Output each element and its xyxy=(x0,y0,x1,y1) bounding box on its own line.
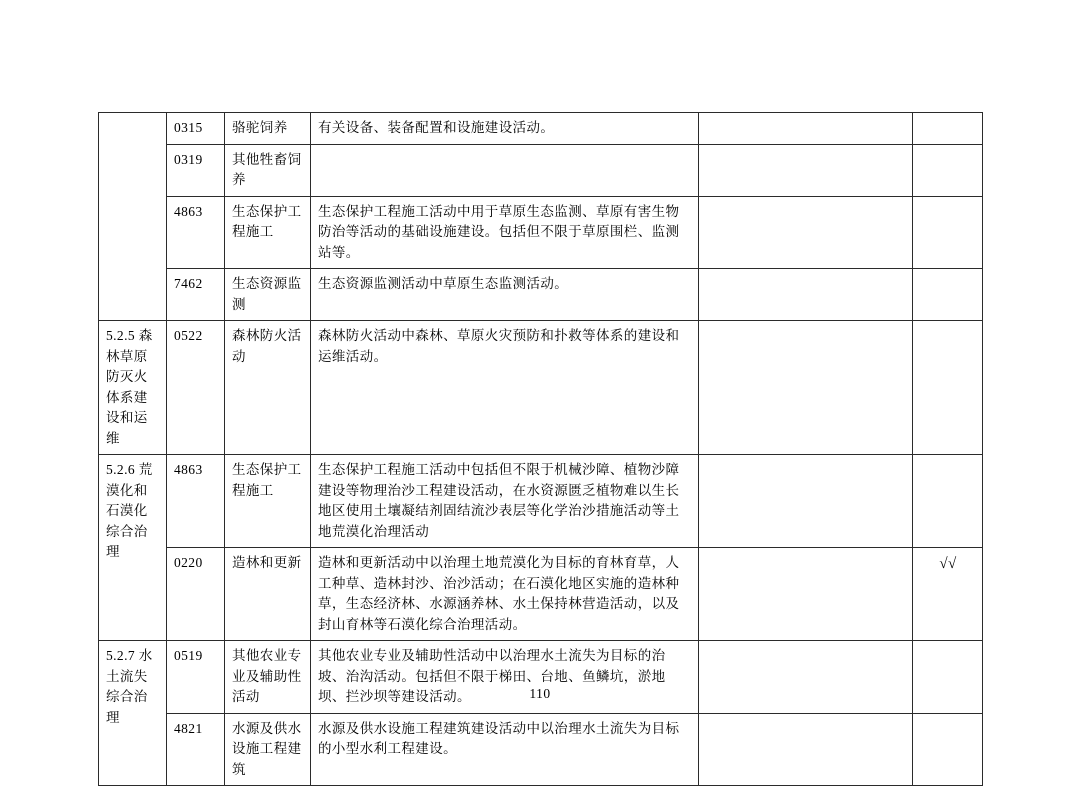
cell-notes xyxy=(699,196,913,269)
cell-code: 0522 xyxy=(167,321,225,455)
cell-notes xyxy=(699,455,913,548)
cell-notes xyxy=(699,641,913,714)
cell-code: 0319 xyxy=(167,144,225,196)
table-row xyxy=(99,455,983,548)
cell-description: 有关设备、装备配置和设施建设活动。 xyxy=(311,113,699,145)
cell-name: 造林和更新 xyxy=(225,548,311,641)
table-row xyxy=(99,269,983,321)
page-number: 110 xyxy=(529,686,551,701)
table-row xyxy=(99,548,983,641)
cell-name: 生态资源监测 xyxy=(225,269,311,321)
cell-name: 水源及供水设施工程建筑 xyxy=(225,713,311,786)
cell-mark xyxy=(913,455,983,548)
cell-code: 7462 xyxy=(167,269,225,321)
cell-category: 5.2.5 森林草原防灭火体系建设和运维 xyxy=(99,321,167,455)
cell-description: 其他农业专业及辅助性活动中以治理水土流失为目标的治坡、治沟活动。包括但不限于梯田、台地、鱼鳞坑，淤地坝、拦沙坝等建设活动。 xyxy=(311,641,699,714)
cell-description: 生态保护工程施工活动中包括但不限于机械沙障、植物沙障建设等物理治沙工程建设活动，在水资源匮乏植物难以生长地区使用土壤凝结剂固结流沙表层等化学治沙措施活动等土地荒漠化治理活动 xyxy=(311,455,699,548)
cell-category: 5.2.6 荒漠化和石漠化综合治理 xyxy=(99,455,167,641)
table-row xyxy=(99,321,983,455)
cell-name: 其他牲畜饲养 xyxy=(225,144,311,196)
cell-category xyxy=(99,113,167,321)
cell-code: 4821 xyxy=(167,713,225,786)
cell-name: 生态保护工程施工 xyxy=(225,196,311,269)
table-container xyxy=(98,112,982,786)
cell-notes xyxy=(699,144,913,196)
cell-description: 水源及供水设施工程建筑建设活动中以治理水土流失为目标的小型水利工程建设。 xyxy=(311,713,699,786)
cell-mark xyxy=(913,113,983,145)
cell-description: 造林和更新活动中以治理土地荒漠化为目标的育林育草，人工种草、造林封沙、治沙活动；在石漠化地区实施的造林种草，生态经济林、水源涵养林、水土保持林营造活动，以及封山育林等石漠化综合治理活动。 xyxy=(311,548,699,641)
cell-mark-check: √√ xyxy=(913,548,983,641)
cell-mark xyxy=(913,713,983,786)
table-row xyxy=(99,641,983,714)
classification-table xyxy=(98,112,983,786)
table-row xyxy=(99,113,983,145)
cell-notes xyxy=(699,713,913,786)
cell-category: 5.2.7 水土流失综合治理 xyxy=(99,641,167,786)
cell-code: 4863 xyxy=(167,196,225,269)
table-row xyxy=(99,196,983,269)
cell-description xyxy=(311,144,699,196)
cell-mark xyxy=(913,196,983,269)
table-row xyxy=(99,144,983,196)
cell-name: 森林防火活动 xyxy=(225,321,311,455)
cell-name: 其他农业专业及辅助性活动 xyxy=(225,641,311,714)
cell-notes xyxy=(699,321,913,455)
cell-mark xyxy=(913,144,983,196)
cell-code: 0519 xyxy=(167,641,225,714)
cell-description: 生态保护工程施工活动中用于草原生态监测、草原有害生物防治等活动的基础设施建设。包括但不限于草原围栏、监测站等。 xyxy=(311,196,699,269)
cell-notes xyxy=(699,548,913,641)
cell-description: 生态资源监测活动中草原生态监测活动。 xyxy=(311,269,699,321)
cell-code: 0220 xyxy=(167,548,225,641)
cell-notes xyxy=(699,113,913,145)
cell-mark xyxy=(913,269,983,321)
cell-description: 森林防火活动中森林、草原火灾预防和扑救等体系的建设和运维活动。 xyxy=(311,321,699,455)
cell-code: 4863 xyxy=(167,455,225,548)
table-row xyxy=(99,713,983,786)
cell-name: 骆驼饲养 xyxy=(225,113,311,145)
cell-code: 0315 xyxy=(167,113,225,145)
cell-mark xyxy=(913,321,983,455)
cell-name: 生态保护工程施工 xyxy=(225,455,311,548)
cell-notes xyxy=(699,269,913,321)
table-body xyxy=(99,113,983,786)
cell-mark xyxy=(913,641,983,714)
